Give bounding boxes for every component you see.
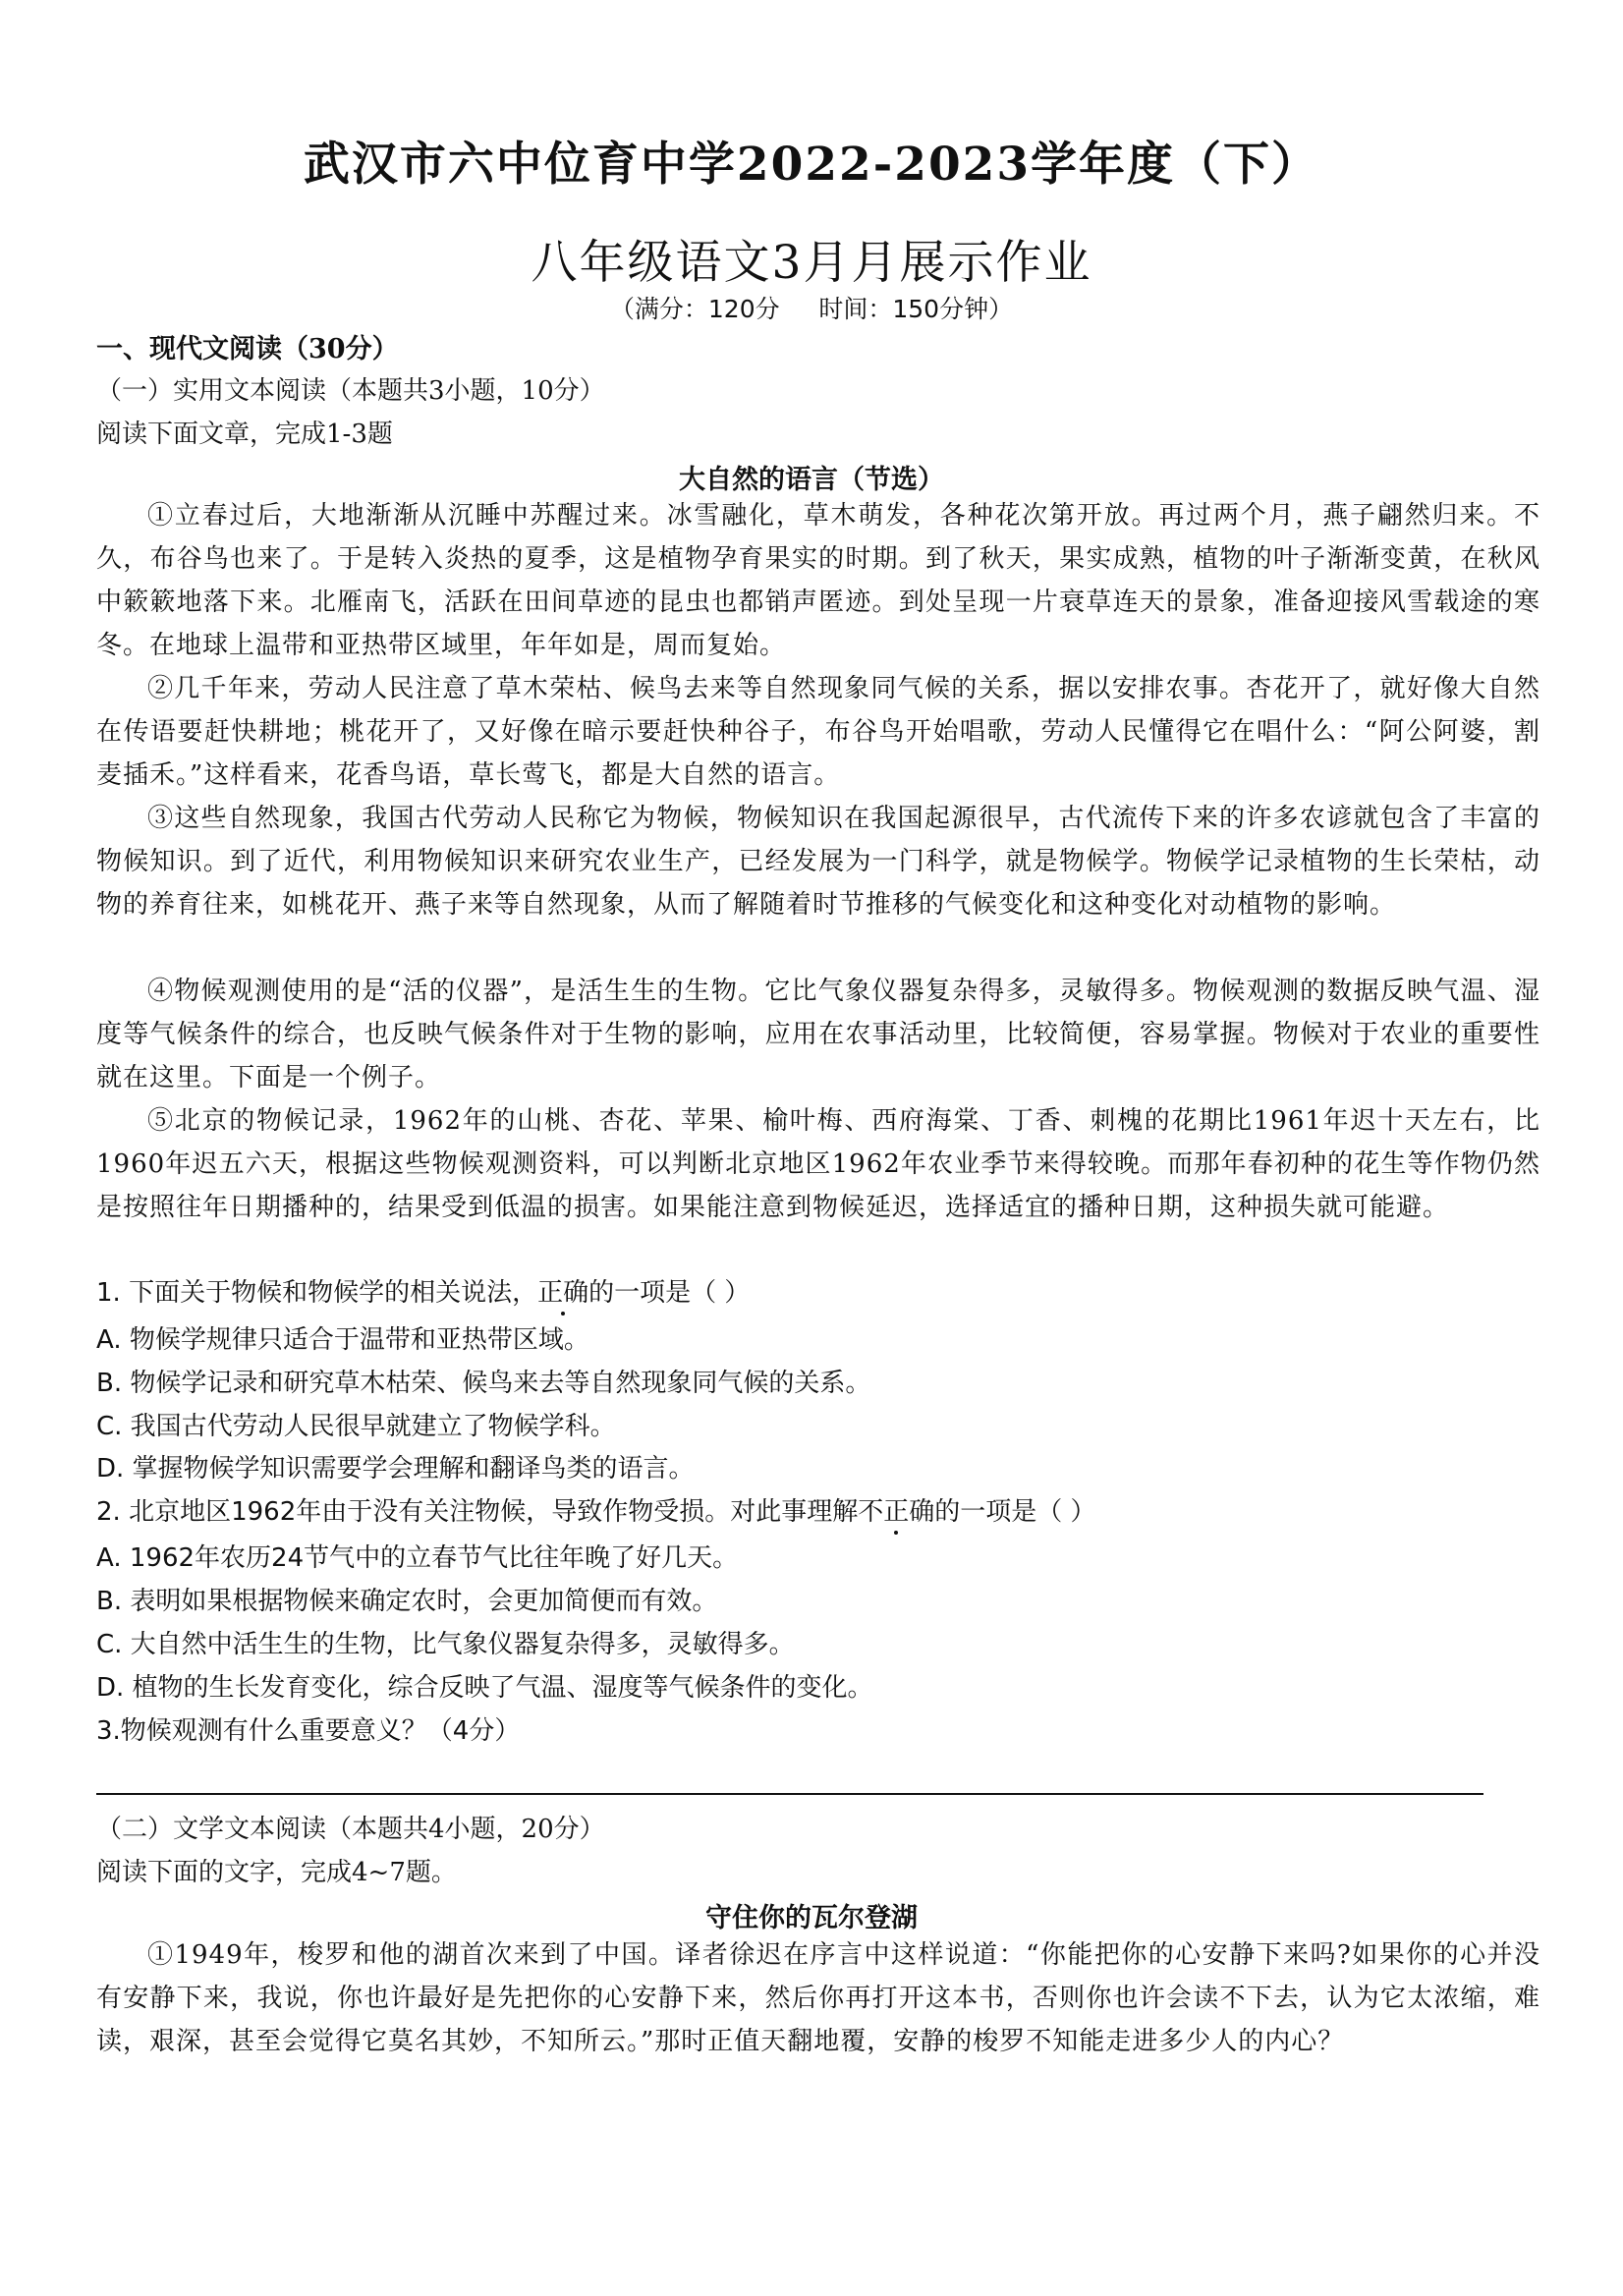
exam-subtitle: 八年级语文3月月展示作业 (531, 236, 1092, 290)
article1-paragraph-1: ①立春过后，大地渐渐从沉睡中苏醒过来。冰雪融化，草木萌发，各种花次第开放。再过两个月，燕子翩然归来。不久，布谷鸟也来了。于是转入炎热的夏季，这是植物孕育果实的时期。到了秋天，果实成熟，植物的叶子渐渐变黄，在秋风中簌簌地落下来。北雁南飞，活跃在田间草迹的昆虫也都销声匿迹。到处呈现一片衰草连天的景象，准备迎接风雪载途的寒冬。在地球上温带和亚热带区域里，年年如是，周而复始。 (96, 501, 1540, 660)
question-2-option-a: A. 1962年农历24节气中的立春节气比往年晚了好几天。 (96, 1543, 739, 1573)
question-1-option-a: A. 物候学规律只适合于温带和亚热带区域。 (96, 1325, 589, 1355)
question-1-option-c: C. 我国古代劳动人民很早就建立了物候学科。 (96, 1412, 616, 1441)
question-2-stem-pre: 2. 北京地区1962年由于没有关注物候，导致作物受损。对此事理解 (96, 1497, 859, 1527)
question-3: 3.物候观测有什么重要意义？（4分） (96, 1716, 521, 1746)
part2-instruction: 阅读下面的文字，完成4~7题。 (96, 1858, 457, 1887)
question-1-option-d: D. 掌握物候学知识需要学会理解和翻译鸟类的语言。 (96, 1454, 695, 1484)
section-heading: 一、现代文阅读（30分） (96, 334, 399, 364)
question-2-option-b: B. 表明如果根据物候来确定农时，会更加简便而有效。 (96, 1587, 718, 1616)
article1-paragraph-4: ④物候观测使用的是“活的仪器”，是活生生的生物。它比气象仪器复杂得多，灵敏得多。物候观测的数据反映气温、湿度等气候条件的综合，也反映气候条件对于生物的影响，应用在农事活动里，比较简便，容易掌握。物候对于农业的重要性就在这里。下面是一个例子。 (96, 977, 1540, 1092)
question-1-stem-post: 的一项是（ ） (588, 1278, 751, 1308)
answer-line (96, 1793, 1483, 1795)
question-1-stem-pre: 1. 下面关于物候和物候学的相关说法， (96, 1278, 538, 1308)
question-1-emphasis: 正确 (537, 1278, 589, 1308)
part2-heading: （二）文学文本阅读（本题共4小题，20分） (96, 1815, 605, 1844)
question-2-option-d: D. 植物的生长发育变化，综合反映了气温、湿度等气候条件的变化。 (96, 1673, 873, 1703)
exam-meta: （满分：120分 时间：150分钟） (609, 295, 1014, 323)
article1-paragraph-5: ⑤北京的物候记录，1962年的山桃、杏花、苹果、榆叶梅、西府海棠、丁香、刺槐的花期比1961年迟十天左右，比1960年迟五六天，根据这些物候观测资料，可以判断北京地区1962年农业季节来得较晚。而那年春初种的花生等作物仍然是按照往年日期播种的，结果受到低温的损害。如果能注意到物候延迟，选择适宜的播种日期，这种损失就可能避。 (96, 1106, 1540, 1222)
question-2-emphasis: 不正确 (858, 1497, 935, 1527)
article1-paragraph-3: ③这些自然现象，我国古代劳动人民称它为物候，物候知识在我国起源很早，古代流传下来的许多农谚就包含了丰富的物候知识。到了近代，利用物候知识来研究农业生产，已经发展为一门科学，就是物候学。物候学记录植物的生长荣枯，动物的养育往来，如桃花开、燕子来等自然现象，从而了解随着时节推移的气候变化和这种变化对动植物的影响。 (96, 804, 1540, 920)
question-2-stem (96, 1491, 1096, 1528)
exam-title: 武汉市六中位育中学2022-2023学年度（下） (303, 138, 1320, 192)
question-2-stem-post: 的一项是（ ） (934, 1497, 1096, 1527)
article2-paragraph-1: ①1949年，梭罗和他的湖首次来到了中国。译者徐迟在序言中这样说道：“你能把你的心安静下来吗?如果你的心并没有安静下来，我说，你也许最好是先把你的心安静下来，然后你再打开这本书，否则你也许会读不下去，认为它太浓缩，难读，艰深，甚至会觉得它莫名其妙，不知所云。”那时正值天翻地覆，安静的梭罗不知能走进多少人的内心？ (96, 1940, 1540, 2056)
question-1-stem (96, 1272, 750, 1309)
part1-instruction: 阅读下面文章，完成1-3题 (96, 420, 393, 449)
article1-paragraph-2: ②几千年来，劳动人民注意了草木荣枯、候鸟去来等自然现象同气候的关系，据以安排农事。杏花开了，就好像大自然在传语要赶快耕地；桃花开了，又好像在暗示要赶快种谷子，布谷鸟开始唱歌，劳动人民懂得它在唱什么：“阿公阿婆，割麦插禾。”这样看来，花香鸟语，草长莺飞，都是大自然的语言。 (96, 674, 1540, 790)
question-2-option-c: C. 大自然中活生生的生物，比气象仪器复杂得多，灵敏得多。 (96, 1630, 795, 1659)
article1-title: 大自然的语言（节选） (679, 465, 944, 495)
part1-heading: （一）实用文本阅读（本题共3小题，10分） (96, 376, 605, 406)
question-1-option-b: B. 物候学记录和研究草木枯荣、候鸟来去等自然现象同气候的关系。 (96, 1369, 871, 1398)
article2-title: 守住你的瓦尔登湖 (705, 1903, 918, 1933)
